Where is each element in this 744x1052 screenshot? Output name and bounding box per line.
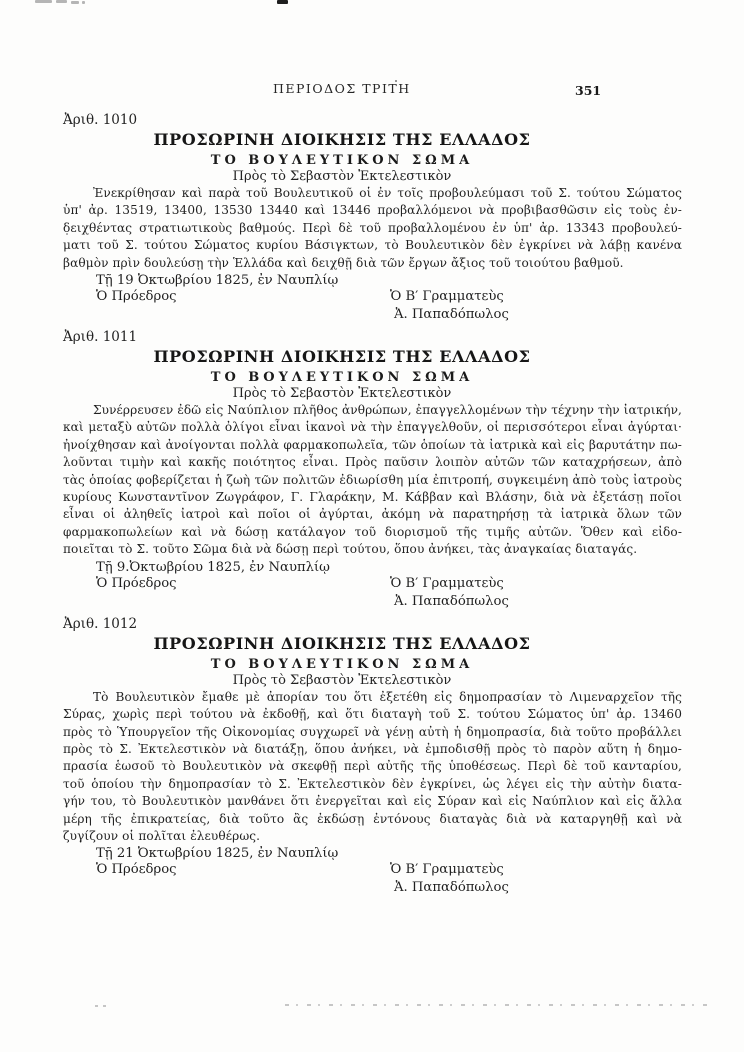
body-line: Συνέρρευσεν ἐδῶ εἰς Ναύπλιον πλῆθος ἀνθρώπων, ἐπαγγελλομένων τὴν τέχνην τὴν ἰατρικήν, <box>93 403 682 418</box>
body-line: Σύρας, χωρὶς περὶ τούτου νὰ ἐκδοθῇ, καὶ ὅτι διαταγὴ τοῦ Σ. τούτου Σώματος ὑπ' ἀρ. 13460 <box>63 707 682 722</box>
signature-secretary-title: Ὁ Β′ Γραμματεὺς <box>390 862 504 878</box>
body-line: καὶ μεταξὺ αὐτῶν πολλὰ ὀλίγοι εἶναι ἱκανοὶ νὰ τὴν ἐπαγγελθοῦν, οἱ περισσότεροι εἶναι ἀγύρται· <box>63 420 682 435</box>
scan-artifact-dotted-line <box>285 1004 713 1006</box>
body-line: τοῦ ὁποίου τὴν δημοπρασίαν τὸ Σ. Ἐκτελεστικὸν δὲν ἐγκρίνει, ὡς λέγει εἰς τὴν αὐτὴν διατα- <box>63 776 682 791</box>
scan-artifact-blob <box>277 0 288 4</box>
decree-1010 <box>63 113 682 322</box>
signature-secretary-name: Ἀ. Παπαδόπωλος <box>394 593 509 609</box>
signature-secretary-title: Ὁ Β′ Γραμματεὺς <box>390 289 504 305</box>
signature-secretary <box>390 576 509 609</box>
decree-title: ΠΡΟΣΩΡΙΝΗ ΔΙΟΙΚΗΣΙΣ ΤΗΣ ΕΛΛΑΔΟΣ <box>153 130 531 149</box>
scan-artifact-dotted-line <box>95 1005 109 1007</box>
scan-artifact-dash <box>82 1 85 4</box>
decree-title: ΠΡΟΣΩΡΙΝΗ ΔΙΟΙΚΗΣΙΣ ΤΗΣ ΕΛΛΑΔΟΣ <box>153 347 531 367</box>
signature-president: Ὁ Πρόεδρος <box>96 289 177 305</box>
page-number: 351 <box>575 83 602 98</box>
scan-artifact-dash <box>56 0 67 3</box>
body-line: εἶναι οἱ ἀληθεῖς ἰατροὶ καὶ ποῖοι οἱ ἀγύρται, ἀκόμη νὰ παρατηρήσῃ τὰ ἰατρικὰ ὅλων τῶν <box>63 507 682 522</box>
body-line: κυρίους Κωνσταντῖνον Ζωγράφον, Γ. Γλαράκην, Μ. Κάββαν καὶ Βλάσην, διὰ νὰ ἐξετάσῃ ποῖοι <box>63 490 682 505</box>
decree-addressee: Πρὸς τὸ Σεβαστὸν Ἐκτελεστικὸν <box>232 672 452 688</box>
body-line: πρὸς τὸ Ὑπουργεῖον τῆς Οἰκονομίας συγχωρεῖ νὰ γένῃ αὐτὴ ἡ δημοπρασία, διὰ τοῦτο προβάλλει <box>63 724 682 739</box>
body-line: ἠνοίχθησαν καὶ ἀνοίγονται πολλὰ φαρμακοπωλεῖα, τῶν ὁποίων τὰ ἰατρικὰ καὶ εἰς βαρυτάτην πω- <box>63 437 682 452</box>
signature-secretary-name: Ἀ. Παπαδόπωλος <box>394 307 509 323</box>
signature-block <box>63 576 682 609</box>
running-header-title: ΠΕΡΙΟΔΟΣ ΤΡΙΤΗ <box>273 81 411 96</box>
body-line: Τὸ Βουλευτικὸν ἔμαθε μὲ ἀπορίαν του ὅτι ἐξετέθη εἰς δημοπρασίαν τὸ Λιμεναρχεῖον τῆς <box>93 689 682 704</box>
signature-secretary <box>390 862 509 895</box>
body-line: βαθμὸν πρὶν δουλεύσῃ τὴν Ἑλλάδα καὶ δειχθῇ διὰ τῶν ἔργων ἄξιος τοῦ τοιούτου βαθμοῦ. <box>63 255 624 270</box>
signature-president: Ὁ Πρόεδρος <box>96 862 177 878</box>
decree-addressee: Πρὸς τὸ Σεβαστὸν Ἐκτελεστικὸν <box>232 386 452 402</box>
body-line: μέρη τῆς ἐπικρατείας, διὰ τοῦτο ἂς ἐκδώσῃ ἐντόνους διαταγὰς διὰ νὰ καταργηθῇ καὶ νὰ <box>63 811 682 826</box>
body-line: δειχθέντας στρατιωτικοὺς βαθμούς. Περὶ δὲ τοῦ προβαλλομένου ἐν ὑπ' ἀρ. 13343 προβουλεύ- <box>63 220 682 235</box>
body-line: τὰς ὁποίας φοβερίζεται ἡ ζωὴ τῶν πολιτῶν ἐδιωρίσθη μία ἐπιτροπή, συγκειμένη ἀπὸ τοὺς ἰατροὺς <box>63 472 682 487</box>
decree-1012 <box>63 617 682 896</box>
body-line: ματι τοῦ Σ. τούτου Σώματος κυρίου Βάσιγκτων, τὸ Βουλευτικὸν δὲν ἐγκρίνει νὰ λάβῃ κανένα <box>63 238 682 253</box>
body-line: πρασία ἑωσοῦ τὸ Βουλευτικὸν νὰ σκεφθῇ περὶ αὐτῆς τῆς ὑποθέσεως. Περὶ δὲ τοῦ κανταρίου, <box>63 759 682 774</box>
decree-number: Ἀριθ. 1012 <box>63 615 138 632</box>
signature-secretary-name: Ἀ. Παπαδόπωλος <box>394 880 509 896</box>
body-line: πρὸς τὸ Σ. Ἐκτελεστικὸν νὰ διατάξῃ, ὅπου ἀνήκει, νὰ ἐμποδισθῇ πρὸς τὸ παρὸν αὕτη ἡ δημο- <box>63 741 682 756</box>
signature-secretary <box>390 289 509 322</box>
decree-title: ΠΡΟΣΩΡΙΝΗ ΔΙΟΙΚΗΣΙΣ ΤΗΣ ΕΛΛΑΔΟΣ <box>153 633 531 653</box>
body-line: Ἐνεκρίθησαν καὶ παρὰ τοῦ Βουλευτικοῦ οἱ ἐν τοῖς προβουλεύμασι τοῦ Σ. τούτου Σώματος <box>93 186 682 200</box>
body-line: φαρμακοπωλείων καὶ νὰ δώσῃ κατάλαγον τοῦ διορισμοῦ τῆς τιμῆς αὐτῶν. Ὅθεν καὶ εἰδο- <box>63 524 682 539</box>
decree-dateline: Τῇ 9.Ὀκτωβρίου 1825, ἐν Ναυπλίῳ <box>96 559 330 575</box>
scan-artifact-dash <box>71 1 79 4</box>
body-line: ζυγίζουν οἱ πολῖται ἐλευθέρως. <box>63 828 261 843</box>
signature-president: Ὁ Πρόεδρος <box>96 575 177 591</box>
decree-body <box>63 402 682 559</box>
decree-number: Ἀριθ. 1011 <box>63 329 138 346</box>
signature-block <box>63 289 682 322</box>
scan-artifact-dash <box>35 0 52 3</box>
decree-addressee: Πρὸς τὸ Σεβαστὸν Ἐκτελεστικὸν <box>232 169 452 184</box>
signature-secretary-title: Ὁ Β′ Γραμματεὺς <box>390 575 504 591</box>
body-line: ποιεῖται τὸ Σ. τοῦτο Σῶμα διὰ νὰ δώσῃ περὶ τούτου, ὅπου ἀνήκει, τὰς ἀναγκαίας διαταγάς. <box>63 542 638 557</box>
signature-block <box>63 862 682 895</box>
body-line: γήν του, τὸ Βουλευτικὸν μανθάνει ὅτι ἐνεργεῖται καὶ εἰς Σύραν καὶ εἰς Ναύπλιον καὶ εἰς ἄλλα <box>63 794 682 809</box>
decree-issuing-body: ΤΟ ΒΟΥΛΕΥΤΙΚΟΝ ΣΩΜΑ <box>210 153 474 168</box>
body-line: ὑπ' ἀρ. 13519, 13400, 13530 13440 καὶ 13446 προβαλλόμενοι νὰ προβιβασθῶσιν εἰς τοὺς ἐν- <box>63 203 682 218</box>
body-line: λοῦνται τιμὴν καὶ κακῆς ποιότητος εἶναι. Πρὸς παῦσιν λοιπὸν αὐτῶν τῶν καταχρήσεων, ἀπὸ <box>63 455 682 470</box>
decree-body <box>63 689 682 846</box>
decree-dateline: Τῇ 21 Ὀκτωβρίου 1825, ἐν Ναυπλίῳ <box>96 846 339 862</box>
decree-1011 <box>63 330 682 609</box>
decree-number: Ἀριθ. 1010 <box>63 112 138 128</box>
decree-dateline: Τῇ 19 Ὀκτωβρίου 1825, ἐν Ναυπλίῳ <box>96 273 339 289</box>
decree-issuing-body: ΤΟ ΒΟΥΛΕΥΤΙΚΟΝ ΣΩΜΑ <box>210 656 474 672</box>
page-content <box>63 113 682 895</box>
decree-body <box>63 185 682 272</box>
decree-issuing-body: ΤΟ ΒΟΥΛΕΥΤΙΚΟΝ ΣΩΜΑ <box>210 370 474 386</box>
